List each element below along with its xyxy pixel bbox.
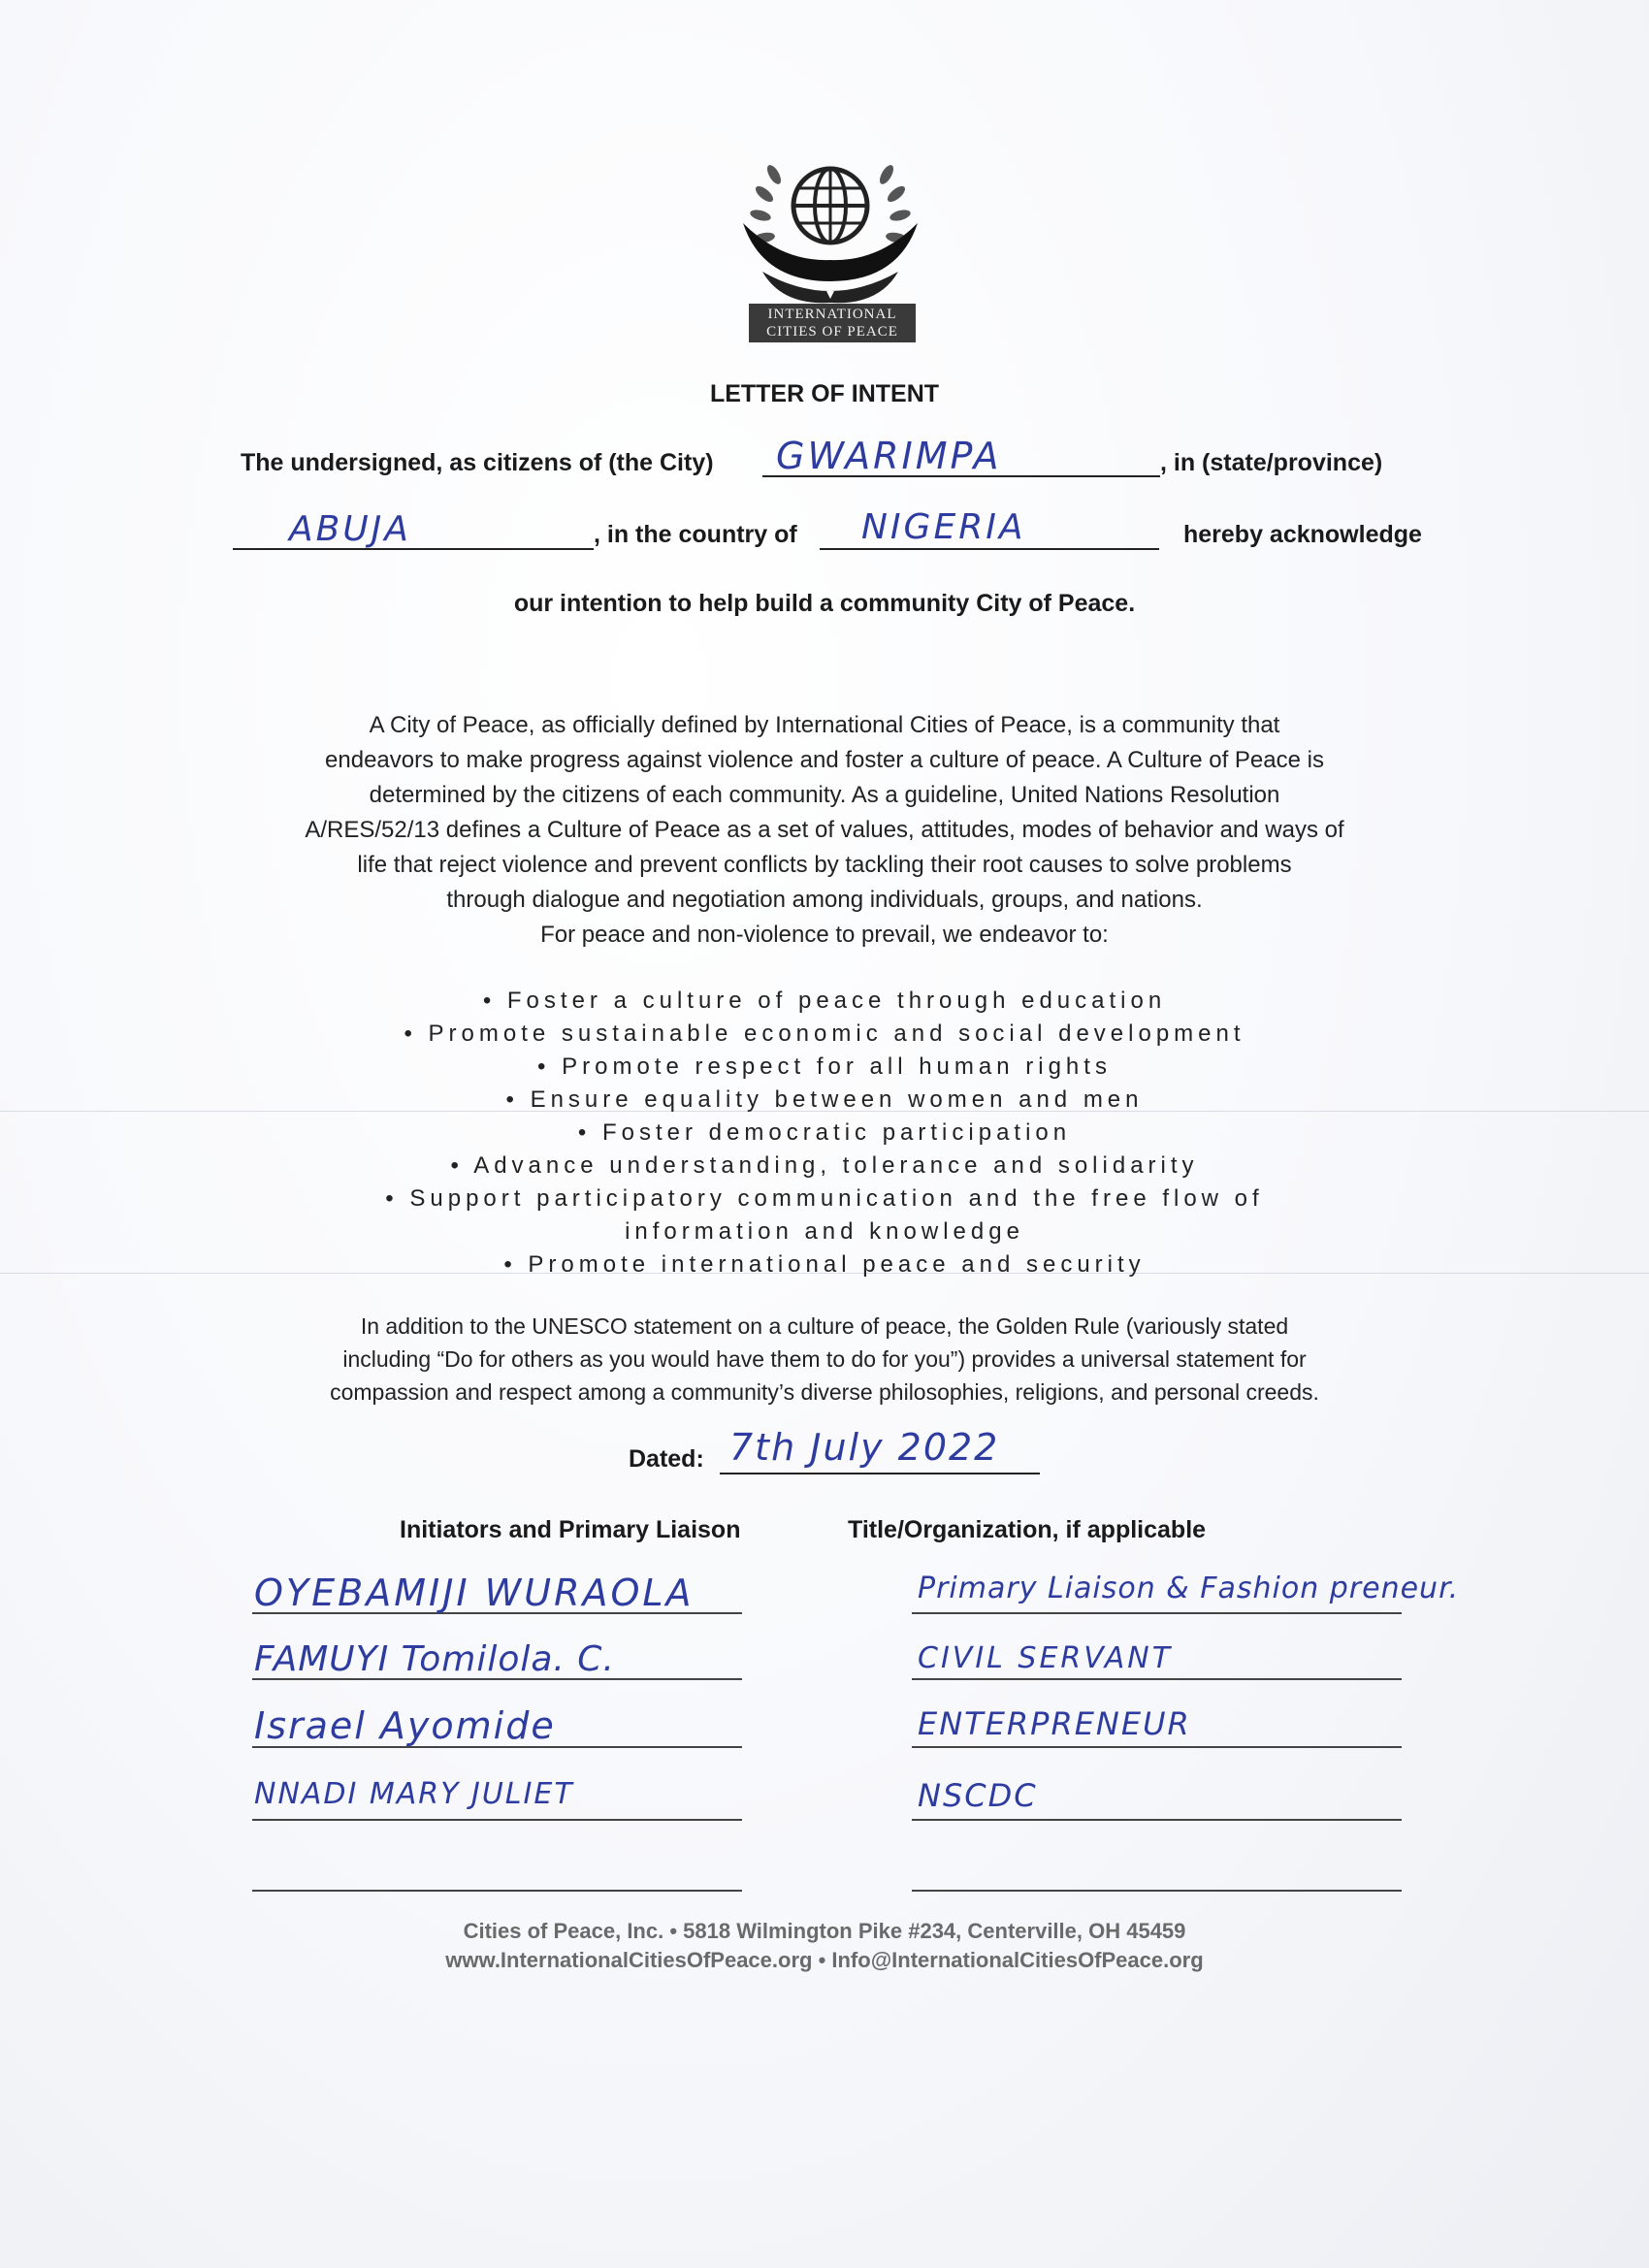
footer-contact: www.InternationalCitiesOfPeace.org • Info@InternationalCitiesOfPeace.org bbox=[445, 1948, 1204, 1972]
page-title: LETTER OF INTENT bbox=[709, 380, 940, 407]
title-line bbox=[912, 1819, 1402, 1821]
golden-rule-paragraph bbox=[213, 1310, 1436, 1409]
list-item: • Foster a culture of peace through education bbox=[194, 985, 1455, 1018]
paragraph-line: including “Do for others as you would have them to do for you”) provides a universal statement for bbox=[342, 1346, 1307, 1372]
paragraph-line: For peace and non-violence to prevail, we endeavor to: bbox=[540, 922, 1109, 948]
title-line bbox=[912, 1612, 1402, 1614]
intro-part-1: The undersigned, as citizens of (the City) bbox=[241, 449, 714, 476]
list-item: • Support participatory communication and the free flow of information and knowledge bbox=[194, 1183, 1455, 1248]
footer-address: Cities of Peace, Inc. • 5818 Wilmington Pike #234, Centerville, OH 45459 bbox=[463, 1919, 1186, 1943]
state-blank bbox=[233, 519, 594, 550]
definition-paragraph bbox=[194, 708, 1455, 953]
country-value: NIGERIA bbox=[861, 507, 1026, 547]
city-value: GWARIMPA bbox=[776, 435, 1002, 477]
signatory-name: OYEBAMIJI WURAOLA bbox=[254, 1571, 695, 1614]
paragraph-line: through dialogue and negotiation among individuals, groups, and nations. bbox=[446, 887, 1203, 913]
signatory-title: Primary Liaison & Fashion preneur. bbox=[918, 1571, 1460, 1605]
dated-label: Dated: bbox=[629, 1445, 704, 1473]
title-line bbox=[912, 1746, 1402, 1748]
state-value: ABUJA bbox=[289, 509, 411, 549]
intro-part-2: , in (state/province) bbox=[1160, 449, 1383, 476]
signatory-name: NNADI MARY JULIET bbox=[254, 1777, 574, 1811]
list-item: • Promote respect for all human rights bbox=[194, 1051, 1455, 1084]
paragraph-line: A City of Peace, as officially defined by International Cities of Peace, is a community that bbox=[369, 712, 1280, 738]
list-item: • Promote sustainable economic and social development bbox=[194, 1018, 1455, 1051]
list-item: • Ensure equality between women and men bbox=[194, 1084, 1455, 1117]
paragraph-line: In addition to the UNESCO statement on a culture of peace, the Golden Rule (variously stated bbox=[360, 1313, 1289, 1339]
signatory-title: NSCDC bbox=[918, 1777, 1038, 1814]
signatory-name: Israel Ayomide bbox=[254, 1704, 556, 1747]
logo-wordmark bbox=[749, 304, 916, 342]
signatory-name: FAMUYI Tomilola. C. bbox=[254, 1639, 615, 1679]
paragraph-line: life that reject violence and prevent conflicts by tackling their root causes to solve problems bbox=[357, 852, 1292, 878]
signatory-title: CIVIL SERVANT bbox=[918, 1641, 1174, 1675]
initiators-header: Initiators and Primary Liaison bbox=[400, 1516, 741, 1543]
list-item: • Promote international peace and security bbox=[194, 1248, 1455, 1281]
paragraph-line: determined by the citizens of each community. As a guideline, United Nations Resolution bbox=[369, 782, 1280, 808]
list-item: • Advance understanding, tolerance and solidarity bbox=[194, 1150, 1455, 1183]
intro-line-3: our intention to help build a community City of Peace. bbox=[513, 590, 1136, 617]
signature-line bbox=[252, 1819, 742, 1821]
signature-line bbox=[252, 1890, 742, 1892]
intro-part-3: , in the country of bbox=[594, 521, 797, 548]
signatory-title: ENTERPRENEUR bbox=[918, 1705, 1191, 1742]
title-line bbox=[912, 1890, 1402, 1892]
intro-part-4: hereby acknowledge bbox=[1183, 521, 1422, 548]
endeavor-list bbox=[194, 985, 1455, 1281]
title-org-header: Title/Organization, if applicable bbox=[848, 1516, 1207, 1543]
list-item: • Foster democratic participation bbox=[194, 1117, 1455, 1150]
paragraph-line: compassion and respect among a community’s diverse philosophies, religions, and personal creeds. bbox=[330, 1379, 1319, 1405]
date-value: 7th July 2022 bbox=[729, 1426, 1000, 1469]
paragraph-line: A/RES/52/13 defines a Culture of Peace as a set of values, attitudes, modes of behavior and ways of bbox=[305, 817, 1344, 843]
logo-line-2: CITIES OF PEACE bbox=[766, 324, 898, 340]
title-line bbox=[912, 1678, 1402, 1680]
logo-line-1: INTERNATIONAL bbox=[767, 307, 897, 322]
paragraph-line: endeavors to make progress against violence and foster a culture of peace. A Culture of Peace is bbox=[325, 747, 1324, 773]
